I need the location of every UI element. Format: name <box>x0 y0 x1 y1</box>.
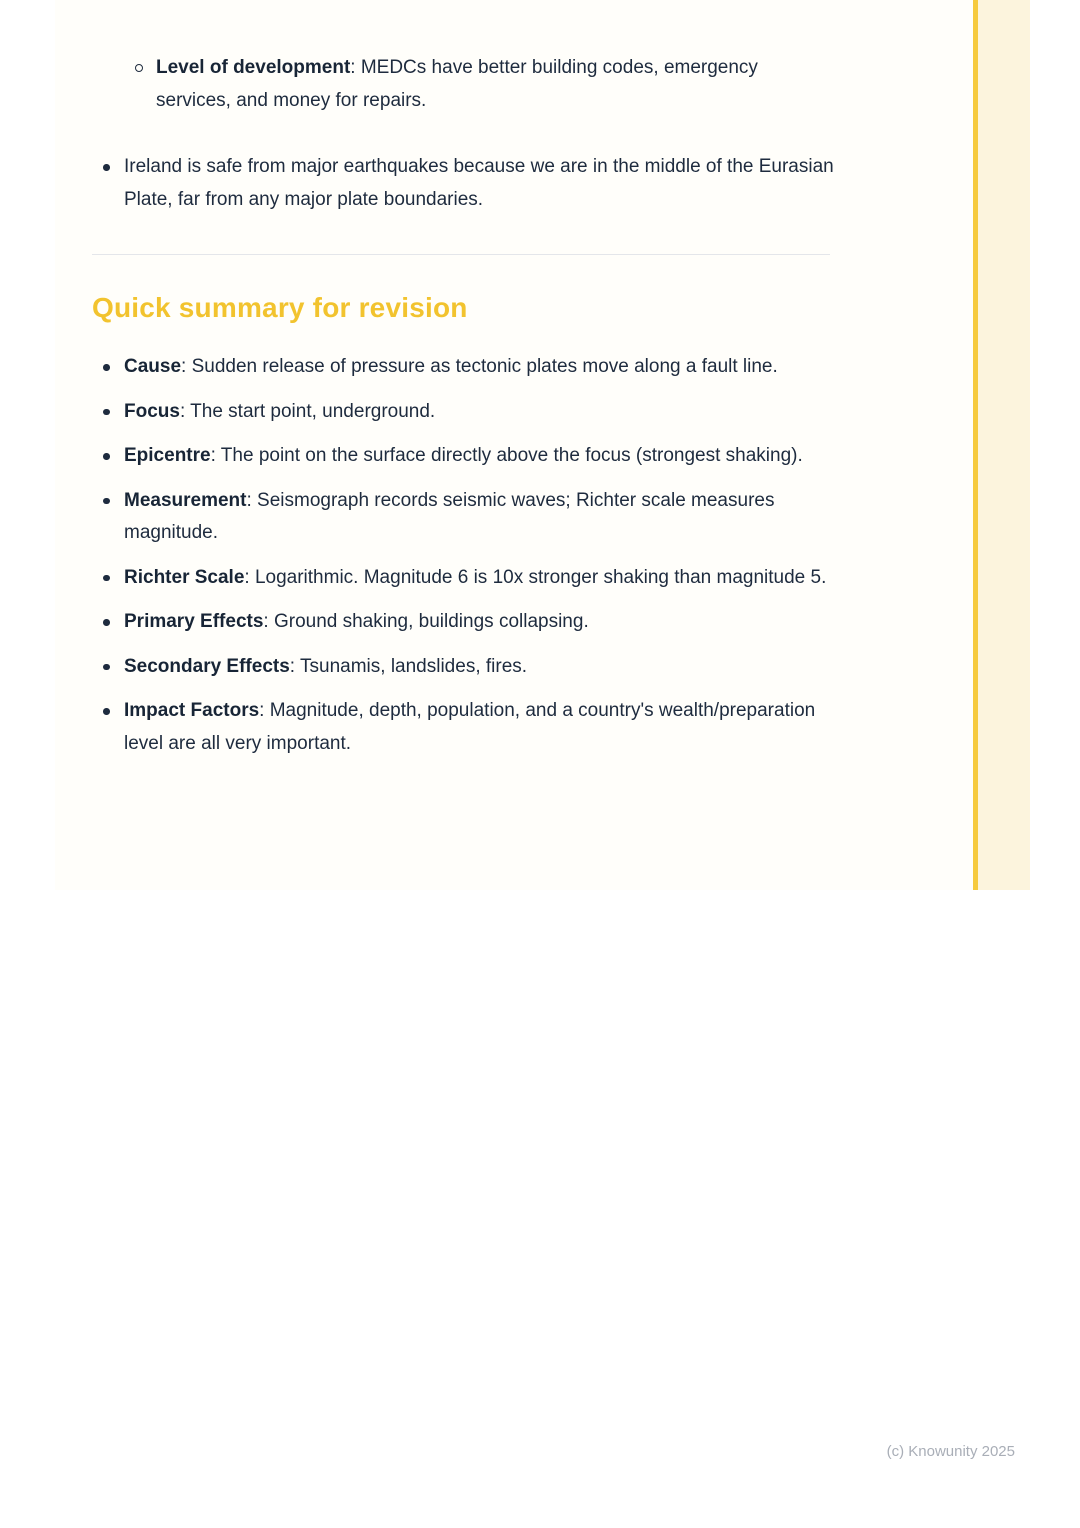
list-item-text <box>124 396 834 429</box>
list-item-rest: : Sudden release of pressure as tectonic plates move along a fault line. <box>181 356 778 377</box>
disc-bullet-icon <box>103 164 110 171</box>
list-item-text <box>124 695 834 760</box>
section-divider <box>92 254 830 255</box>
list-item <box>92 606 834 639</box>
list-item <box>92 562 834 595</box>
list-item-term: Epicentre <box>124 445 211 466</box>
bullet-marker-col <box>92 151 124 171</box>
list-item-text <box>124 151 834 216</box>
list-item-term: Impact Factors <box>124 700 260 721</box>
list-item-text <box>124 485 834 550</box>
list-item <box>92 485 834 550</box>
list-item-text <box>124 440 834 473</box>
list-item <box>92 695 834 760</box>
list-item-rest: : Magnitude, depth, population, and a country's wealth/preparation level are all very important. <box>124 700 816 754</box>
list-item <box>92 151 834 216</box>
disc-bullet-icon <box>103 498 110 505</box>
list-item-rest: : Tsunamis, landslides, fires. <box>289 655 528 677</box>
list-item-term: Cause <box>124 356 182 377</box>
list-item <box>92 396 834 429</box>
section-heading: Quick summary for revision <box>92 292 468 323</box>
accent-strip <box>978 0 1030 890</box>
disc-bullet-icon <box>103 364 110 371</box>
list-item-term: Richter Scale <box>124 566 245 588</box>
list-item <box>92 440 834 473</box>
list-item-rest: : Logarithmic. Magnitude 6 is 10x stronger shaking than magnitude 5. <box>244 566 827 588</box>
disc-bullet-icon <box>103 708 110 715</box>
bullet-marker-col <box>92 651 124 671</box>
list-item-rest: : MEDCs have better building codes, emergency services, and money for repairs. <box>156 57 758 111</box>
bullet-marker-col <box>92 396 124 416</box>
bullet-marker-col <box>92 485 124 505</box>
list-item-term: Primary Effects <box>124 611 264 632</box>
list-item-term: Measurement <box>124 489 247 511</box>
list-item-text <box>124 562 834 595</box>
bullet-marker-col <box>92 606 124 626</box>
list-item-text <box>124 651 834 684</box>
disc-bullet-icon <box>103 453 110 460</box>
list-item-term: Focus <box>124 400 180 422</box>
list-item-text <box>156 52 834 117</box>
list-item-term: Level of development <box>156 57 351 78</box>
content-card <box>55 0 1030 890</box>
circle-bullet-icon <box>135 64 143 72</box>
disc-bullet-icon <box>103 409 110 416</box>
document-content <box>92 0 834 772</box>
bullet-marker-col <box>92 440 124 460</box>
list-item-rest: : Ground shaking, buildings collapsing. <box>263 611 589 632</box>
list-item-rest: : Seismograph records seismic waves; Richter scale measures magnitude. <box>124 489 775 543</box>
list-item-rest: : The start point, underground. <box>179 400 436 422</box>
list-item <box>92 351 834 384</box>
list-item <box>92 52 834 117</box>
bullet-marker-col <box>92 562 124 582</box>
list-item-text <box>124 606 834 639</box>
bullet-marker-col <box>92 695 124 715</box>
list-item-rest: : The point on the surface directly above the focus (strongest shaking). <box>210 445 803 466</box>
bullet-marker-col <box>92 351 124 371</box>
list-item-rest: Ireland is safe from major earthquakes because we are in the middle of the Eurasian Plate, far from any major plate boundaries. <box>124 156 834 210</box>
list-item-term: Secondary Effects <box>124 655 290 677</box>
summary-list <box>92 351 834 760</box>
list-item <box>92 651 834 684</box>
copyright-footer: (c) Knowunity 2025 <box>886 1443 1015 1460</box>
disc-bullet-icon <box>103 664 110 671</box>
disc-bullet-icon <box>103 575 110 582</box>
bullet-marker-col <box>124 52 156 72</box>
list-item-text <box>124 351 834 384</box>
disc-bullet-icon <box>103 619 110 626</box>
